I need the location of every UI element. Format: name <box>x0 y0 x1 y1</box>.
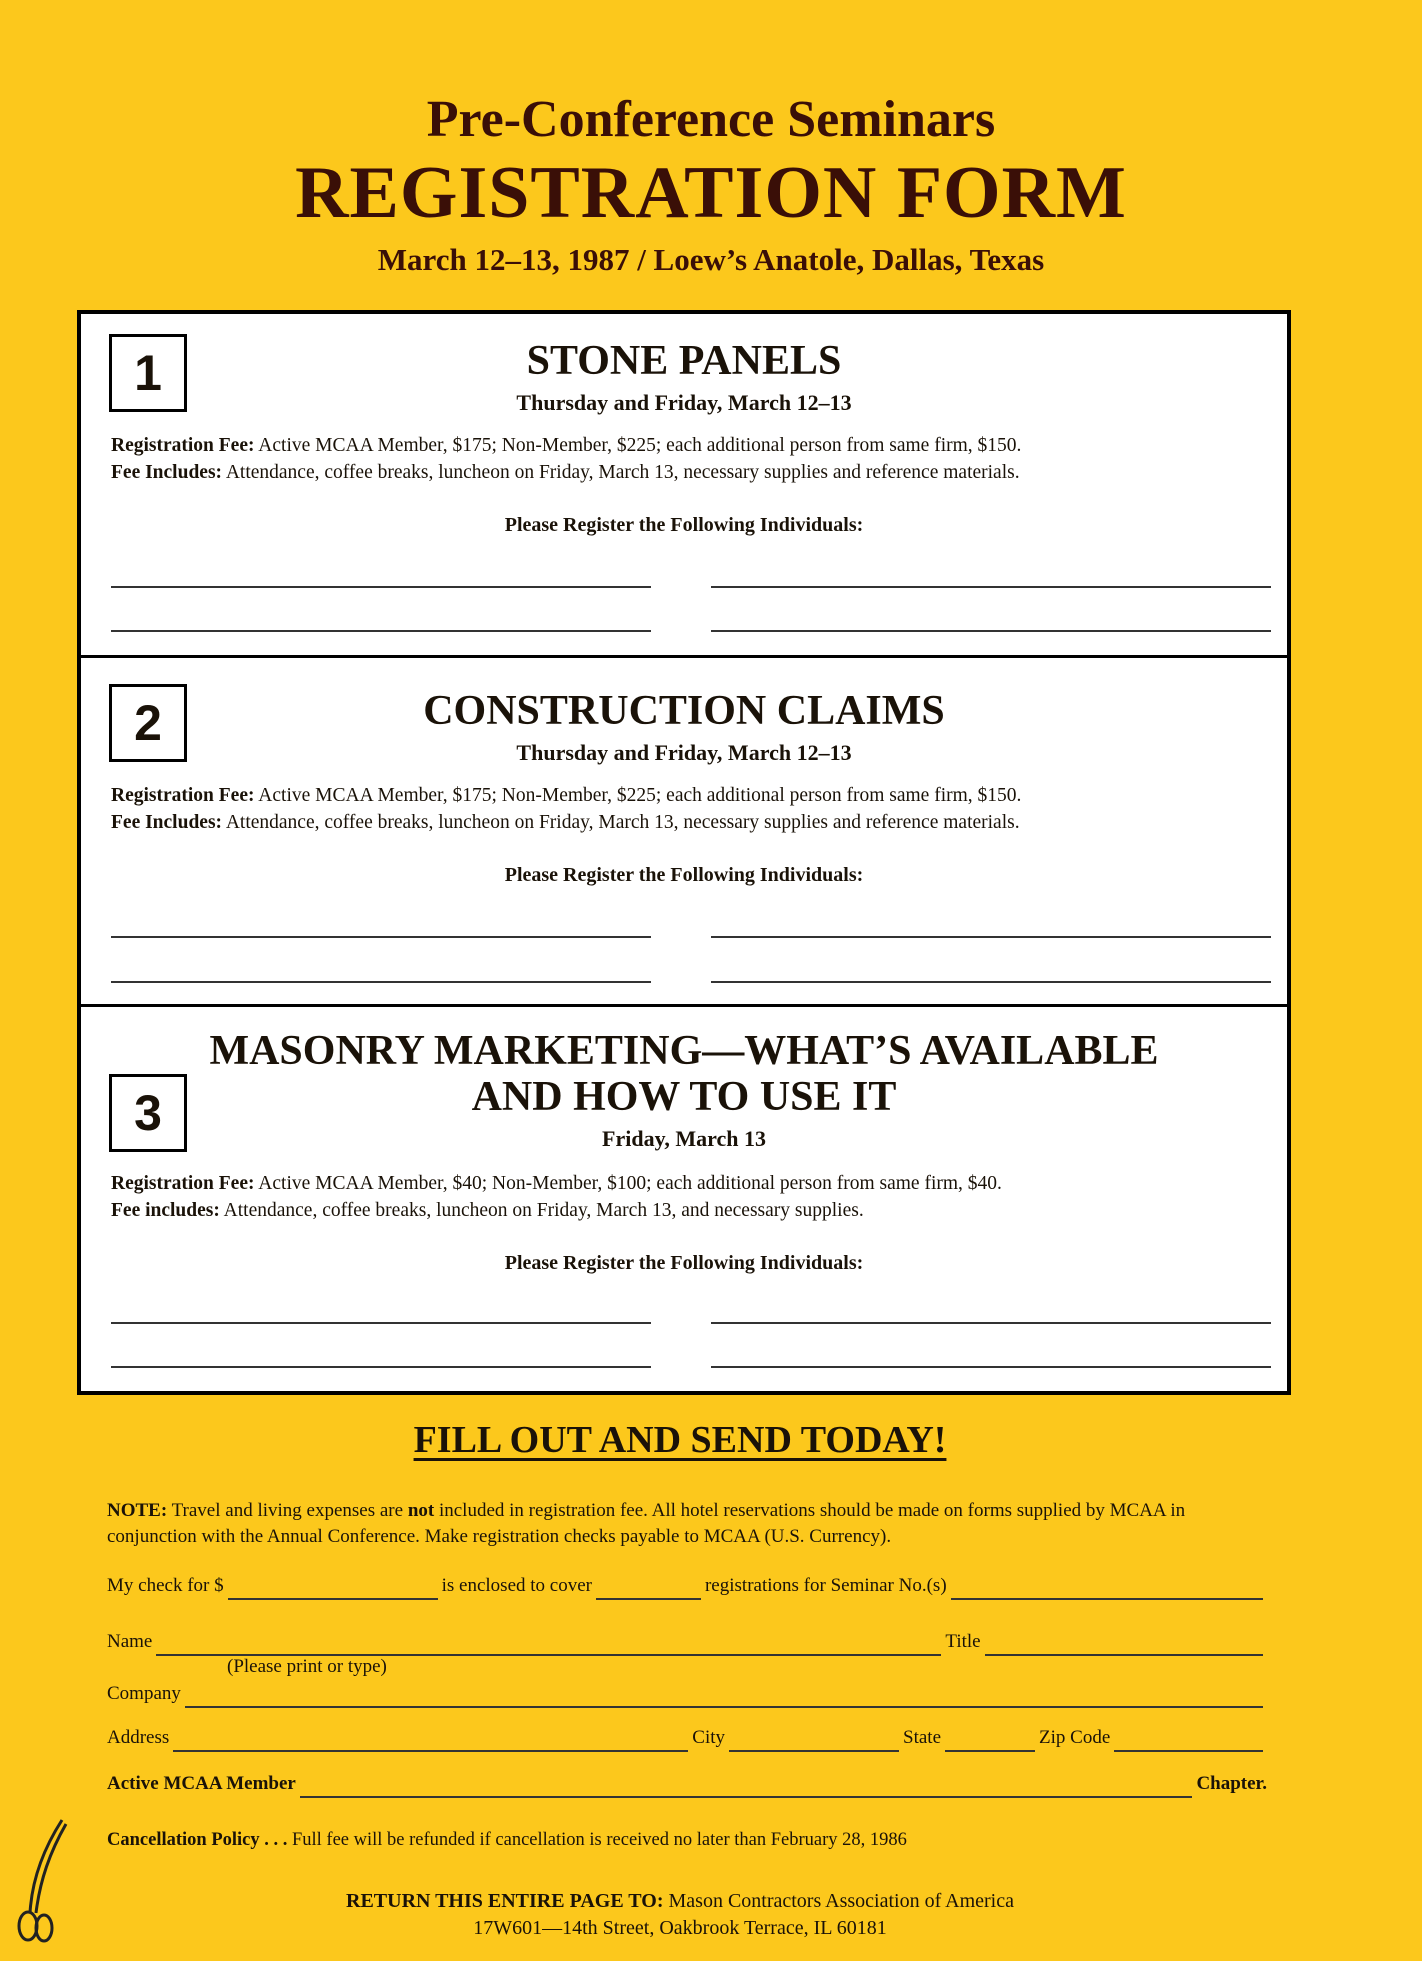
note-text <box>107 1498 1267 1550</box>
seminar-2-number: 2 <box>109 684 187 762</box>
company-row <box>107 1678 1267 1708</box>
title-field[interactable] <box>985 1630 1263 1656</box>
seminar-2-fee-label: Registration Fee: <box>111 785 255 806</box>
member-row <box>107 1768 1267 1798</box>
seminar-1-fee-label: Registration Fee: <box>111 435 255 456</box>
seminar-3-title-line2: AND HOW TO USE IT <box>471 1074 897 1120</box>
seminar-3-title: MASONRY MARKETING—WHAT’S AVAILABLE <box>209 1028 1159 1074</box>
member-label: Active MCAA Member <box>107 1773 296 1794</box>
chapter-field[interactable] <box>300 1772 1193 1798</box>
seminar-3-fee-text: Active MCAA Member, $40; Non-Member, $100; each additional person from same firm, $40. <box>254 1173 1002 1194</box>
city-label: City <box>692 1727 726 1748</box>
address-field[interactable] <box>173 1726 688 1752</box>
chapter-label: Chapter. <box>1196 1773 1267 1794</box>
check-suffix: registrations for Seminar No.(s) <box>704 1575 947 1596</box>
seminar-3-prompt: Please Register the Following Individuals: <box>504 1252 864 1274</box>
note-label: NOTE: <box>107 1500 168 1521</box>
order-section <box>77 0 1283 1961</box>
seminar-1-title: STONE PANELS <box>526 338 842 384</box>
check-amount-field[interactable] <box>228 1574 438 1600</box>
return-org: Mason Contractors Association of America <box>663 1890 1014 1912</box>
cancel-text: Full fee will be refunded if cancellation is received no later than February 28, 1986 <box>287 1830 907 1850</box>
state-field[interactable] <box>945 1726 1035 1752</box>
seminar-3-includes-label: Fee includes: <box>111 1200 220 1221</box>
company-label: Company <box>107 1683 181 1704</box>
zip-label: Zip Code <box>1039 1727 1111 1748</box>
check-prefix: My check for $ <box>107 1575 224 1596</box>
name-field[interactable] <box>156 1630 941 1656</box>
seminar-numbers-field[interactable] <box>951 1574 1263 1600</box>
note-not: not <box>407 1500 435 1521</box>
title-label: Title <box>945 1631 981 1652</box>
seminar-3-dates: Friday, March 13 <box>602 1126 766 1151</box>
seminar-2-includes-text: Attendance, coffee breaks, luncheon on Friday, March 13, necessary supplies and reference materials. <box>222 812 1020 833</box>
zip-field[interactable] <box>1114 1726 1263 1752</box>
seminar-1-number: 1 <box>109 334 187 412</box>
seminar-1-prompt: Please Register the Following Individuals: <box>504 514 864 536</box>
return-address <box>77 1888 1283 1942</box>
check-row <box>107 1570 1267 1600</box>
seminar-2-title: CONSTRUCTION CLAIMS <box>423 688 945 734</box>
address-row <box>107 1722 1267 1752</box>
company-field[interactable] <box>185 1682 1263 1708</box>
name-hint: (Please print or type) <box>227 1656 387 1677</box>
seminar-2-fee-text: Active MCAA Member, $175; Non-Member, $225; each additional person from same firm, $150. <box>254 785 1022 806</box>
seminar-1-includes-label: Fee Includes: <box>111 462 223 483</box>
address-label: Address <box>107 1727 170 1748</box>
send-today-heading <box>77 1418 1283 1462</box>
city-field[interactable] <box>729 1726 899 1752</box>
cancellation-policy <box>107 1830 907 1851</box>
return-label: RETURN THIS ENTIRE PAGE TO: <box>346 1890 664 1912</box>
state-label: State <box>903 1727 942 1748</box>
seminar-1-fee-text: Active MCAA Member, $175; Non-Member, $225; each additional person from same firm, $150. <box>254 435 1022 456</box>
send-today-title: FILL OUT AND SEND TODAY! <box>413 1419 947 1461</box>
header-subtitle: Pre-Conference Seminars <box>426 91 996 148</box>
name-row <box>107 1626 1267 1656</box>
seminar-3-fee-label: Registration Fee: <box>111 1173 255 1194</box>
seminar-1-includes-text: Attendance, coffee breaks, luncheon on Friday, March 13, necessary supplies and reference materials. <box>222 462 1020 483</box>
registration-count-field[interactable] <box>596 1574 701 1600</box>
seminar-3-includes-text: Attendance, coffee breaks, luncheon on Friday, March 13, and necessary supplies. <box>219 1200 864 1221</box>
note-part-1: Travel and living expenses are <box>167 1500 408 1521</box>
seminar-2-dates: Thursday and Friday, March 12–13 <box>516 740 852 765</box>
name-label: Name <box>107 1631 153 1652</box>
seminar-3-number: 3 <box>109 1074 187 1152</box>
seminar-2-prompt: Please Register the Following Individuals: <box>504 864 864 886</box>
scissors-icon <box>14 1818 84 1948</box>
note-part-2: included in registration fee. All hotel reservations should be made on forms supplied by MCAA in conjunction with the Annual Conference. Make registration checks payable to MCAA (U.S. Currency). <box>107 1500 1186 1547</box>
cancel-label: Cancellation Policy . . . <box>107 1830 288 1850</box>
header-date-location: March 12–13, 1987 / Loew’s Anatole, Dallas, Texas <box>377 242 1045 277</box>
header-title: REGISTRATION FORM <box>295 152 1127 234</box>
seminar-1-dates: Thursday and Friday, March 12–13 <box>516 390 852 415</box>
seminar-2-includes-label: Fee Includes: <box>111 812 223 833</box>
return-street: 17W601—14th Street, Oakbrook Terrace, IL 60181 <box>473 1917 887 1939</box>
check-mid: is enclosed to cover <box>441 1575 592 1596</box>
